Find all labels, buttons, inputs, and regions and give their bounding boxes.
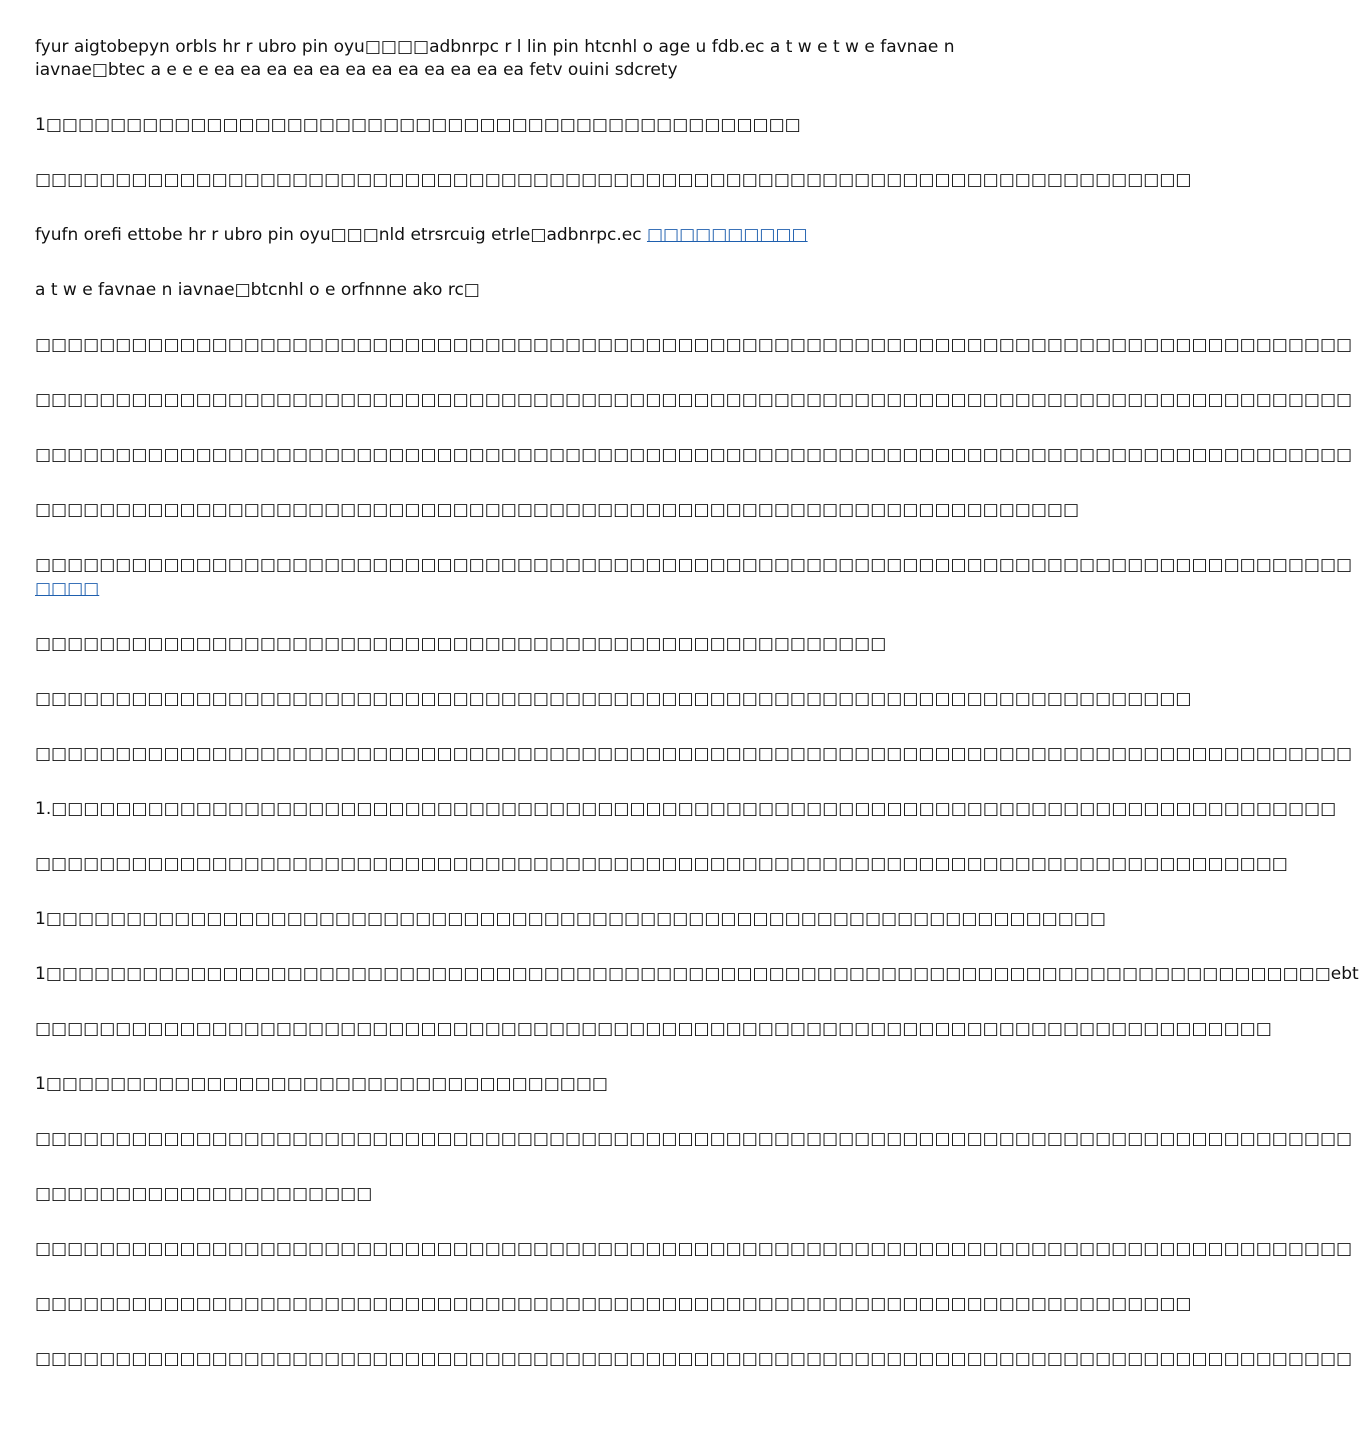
paragraph-6-text: □□□□□□□□□□□□□□□□□□□□□□□□□□□□□□□□□□□□□□□□□□□□□□□□□□□□□□□□□□□□□□□□□□□□□□□□□□□□□□□□□□ <box>35 335 1353 356</box>
paragraph-12-text: □□□□□□□□□□□□□□□□□□□□□□□□□□□□□□□□□□□□□□□□□□□□□□□□□□□□□□□□□□□□□□□□□□□□□□□□ <box>35 688 1192 709</box>
paragraph-4 <box>35 224 991 247</box>
paragraph-2-text: 1□□□□□□□□□□□□□□□□□□□□□□□□□□□□□□□□□□□□□□□□□□□□□□□ <box>35 115 801 136</box>
paragraph-21-text: □□□□□□□□□□□□□□□□□□□□□ <box>35 1183 373 1204</box>
paragraph-5 <box>35 279 991 302</box>
paragraph-20 <box>35 1128 1353 1151</box>
paragraph-15 <box>35 853 1288 876</box>
paragraph-22 <box>35 1238 1353 1261</box>
paragraph-23 <box>35 1293 1192 1316</box>
paragraph-15-text: □□□□□□□□□□□□□□□□□□□□□□□□□□□□□□□□□□□□□□□□□□□□□□□□□□□□□□□□□□□□□□□□□□□□□□□□□□□□□□ <box>35 853 1288 874</box>
paragraph-13-text: □□□□□□□□□□□□□□□□□□□□□□□□□□□□□□□□□□□□□□□□□□□□□□□□□□□□□□□□□□□□□□□□□□□□□□□□□□□□□□□□□□ <box>35 743 1353 764</box>
paragraph-21 <box>35 1183 991 1206</box>
paragraph-8 <box>35 444 1353 467</box>
paragraph-10-link[interactable]: □□□□ <box>35 578 100 599</box>
paragraph-10 <box>35 554 1353 601</box>
paragraph-24 <box>35 1348 1353 1371</box>
paragraph-7 <box>35 389 1353 412</box>
paragraph-1-text: fyur aigtobepyn orbls hr r ubro pin oyu□□□□adbnrpc r l lin pin htcnhl o age u fdb.ec a t w e t w e favnae n iavnae□btec a e e e ea ea ea ea ea ea ea ea ea ea ea ea fetv ouini sdcrety <box>35 37 955 81</box>
paragraph-17-text: 1□□□□□□□□□□□□□□□□□□□□□□□□□□□□□□□□□□□□□□□□□□□□□□□□□□□□□□□□□□□□□□□□□□□□□□□□□□□□□□□□ebt <box>35 963 1359 984</box>
paragraph-3-text: □□□□□□□□□□□□□□□□□□□□□□□□□□□□□□□□□□□□□□□□□□□□□□□□□□□□□□□□□□□□□□□□□□□□□□□□ <box>35 170 1192 191</box>
paragraph-2 <box>35 114 991 137</box>
paragraph-19 <box>35 1073 991 1096</box>
paragraph-8-text: □□□□□□□□□□□□□□□□□□□□□□□□□□□□□□□□□□□□□□□□□□□□□□□□□□□□□□□□□□□□□□□□□□□□□□□□□□□□□□□□□□ <box>35 445 1353 466</box>
paragraph-9 <box>35 499 1080 522</box>
paragraph-1 <box>35 36 991 83</box>
paragraph-22-text: □□□□□□□□□□□□□□□□□□□□□□□□□□□□□□□□□□□□□□□□□□□□□□□□□□□□□□□□□□□□□□□□□□□□□□□□□□□□□□□□□□ <box>35 1238 1353 1259</box>
paragraph-4-text: fyufn orefi ettobe hr r ubro pin oyu□□□nld etrsrcuig etrle□adbnrpc.ec <box>35 225 647 246</box>
paragraph-23-text: □□□□□□□□□□□□□□□□□□□□□□□□□□□□□□□□□□□□□□□□□□□□□□□□□□□□□□□□□□□□□□□□□□□□□□□□ <box>35 1293 1192 1314</box>
paragraph-3 <box>35 169 1192 192</box>
paragraph-5-text: a t w e favnae n iavnae□btcnhl o e orfnnne ako rc□ <box>35 280 480 301</box>
paragraph-18-text: □□□□□□□□□□□□□□□□□□□□□□□□□□□□□□□□□□□□□□□□□□□□□□□□□□□□□□□□□□□□□□□□□□□□□□□□□□□□□ <box>35 1018 1272 1039</box>
paragraph-4-link[interactable]: □□□□□□□□□□ <box>646 225 808 246</box>
paragraph-7-text: □□□□□□□□□□□□□□□□□□□□□□□□□□□□□□□□□□□□□□□□□□□□□□□□□□□□□□□□□□□□□□□□□□□□□□□□□□□□□□□□□□ <box>35 390 1353 411</box>
paragraph-11 <box>35 633 991 656</box>
paragraph-14 <box>35 798 1337 821</box>
document-body <box>35 36 1359 1403</box>
paragraph-11-text: □□□□□□□□□□□□□□□□□□□□□□□□□□□□□□□□□□□□□□□□□□□□□□□□□□□□□ <box>35 633 887 654</box>
paragraph-20-text: □□□□□□□□□□□□□□□□□□□□□□□□□□□□□□□□□□□□□□□□□□□□□□□□□□□□□□□□□□□□□□□□□□□□□□□□□□□□□□□□□□ <box>35 1128 1353 1149</box>
paragraph-12 <box>35 688 1192 711</box>
paragraph-16-text: 1□□□□□□□□□□□□□□□□□□□□□□□□□□□□□□□□□□□□□□□□□□□□□□□□□□□□□□□□□□□□□□□□□□ <box>35 908 1106 929</box>
paragraph-19-text: 1□□□□□□□□□□□□□□□□□□□□□□□□□□□□□□□□□□□ <box>35 1073 608 1094</box>
paragraph-9-text: □□□□□□□□□□□□□□□□□□□□□□□□□□□□□□□□□□□□□□□□□□□□□□□□□□□□□□□□□□□□□□□□□ <box>35 500 1080 521</box>
paragraph-16 <box>35 908 1106 931</box>
paragraph-14-text: 1.□□□□□□□□□□□□□□□□□□□□□□□□□□□□□□□□□□□□□□□□□□□□□□□□□□□□□□□□□□□□□□□□□□□□□□□□□□□□□□□□ <box>35 798 1337 819</box>
paragraph-24-text: □□□□□□□□□□□□□□□□□□□□□□□□□□□□□□□□□□□□□□□□□□□□□□□□□□□□□□□□□□□□□□□□□□□□□□□□□□□□□□□□□□ <box>35 1348 1353 1369</box>
paragraph-6 <box>35 334 1353 357</box>
paragraph-17 <box>35 963 1359 986</box>
paragraph-10-text: □□□□□□□□□□□□□□□□□□□□□□□□□□□□□□□□□□□□□□□□□□□□□□□□□□□□□□□□□□□□□□□□□□□□□□□□□□□□□□□□□□ <box>35 555 1353 576</box>
paragraph-13 <box>35 743 1353 766</box>
paragraph-18 <box>35 1018 1272 1041</box>
